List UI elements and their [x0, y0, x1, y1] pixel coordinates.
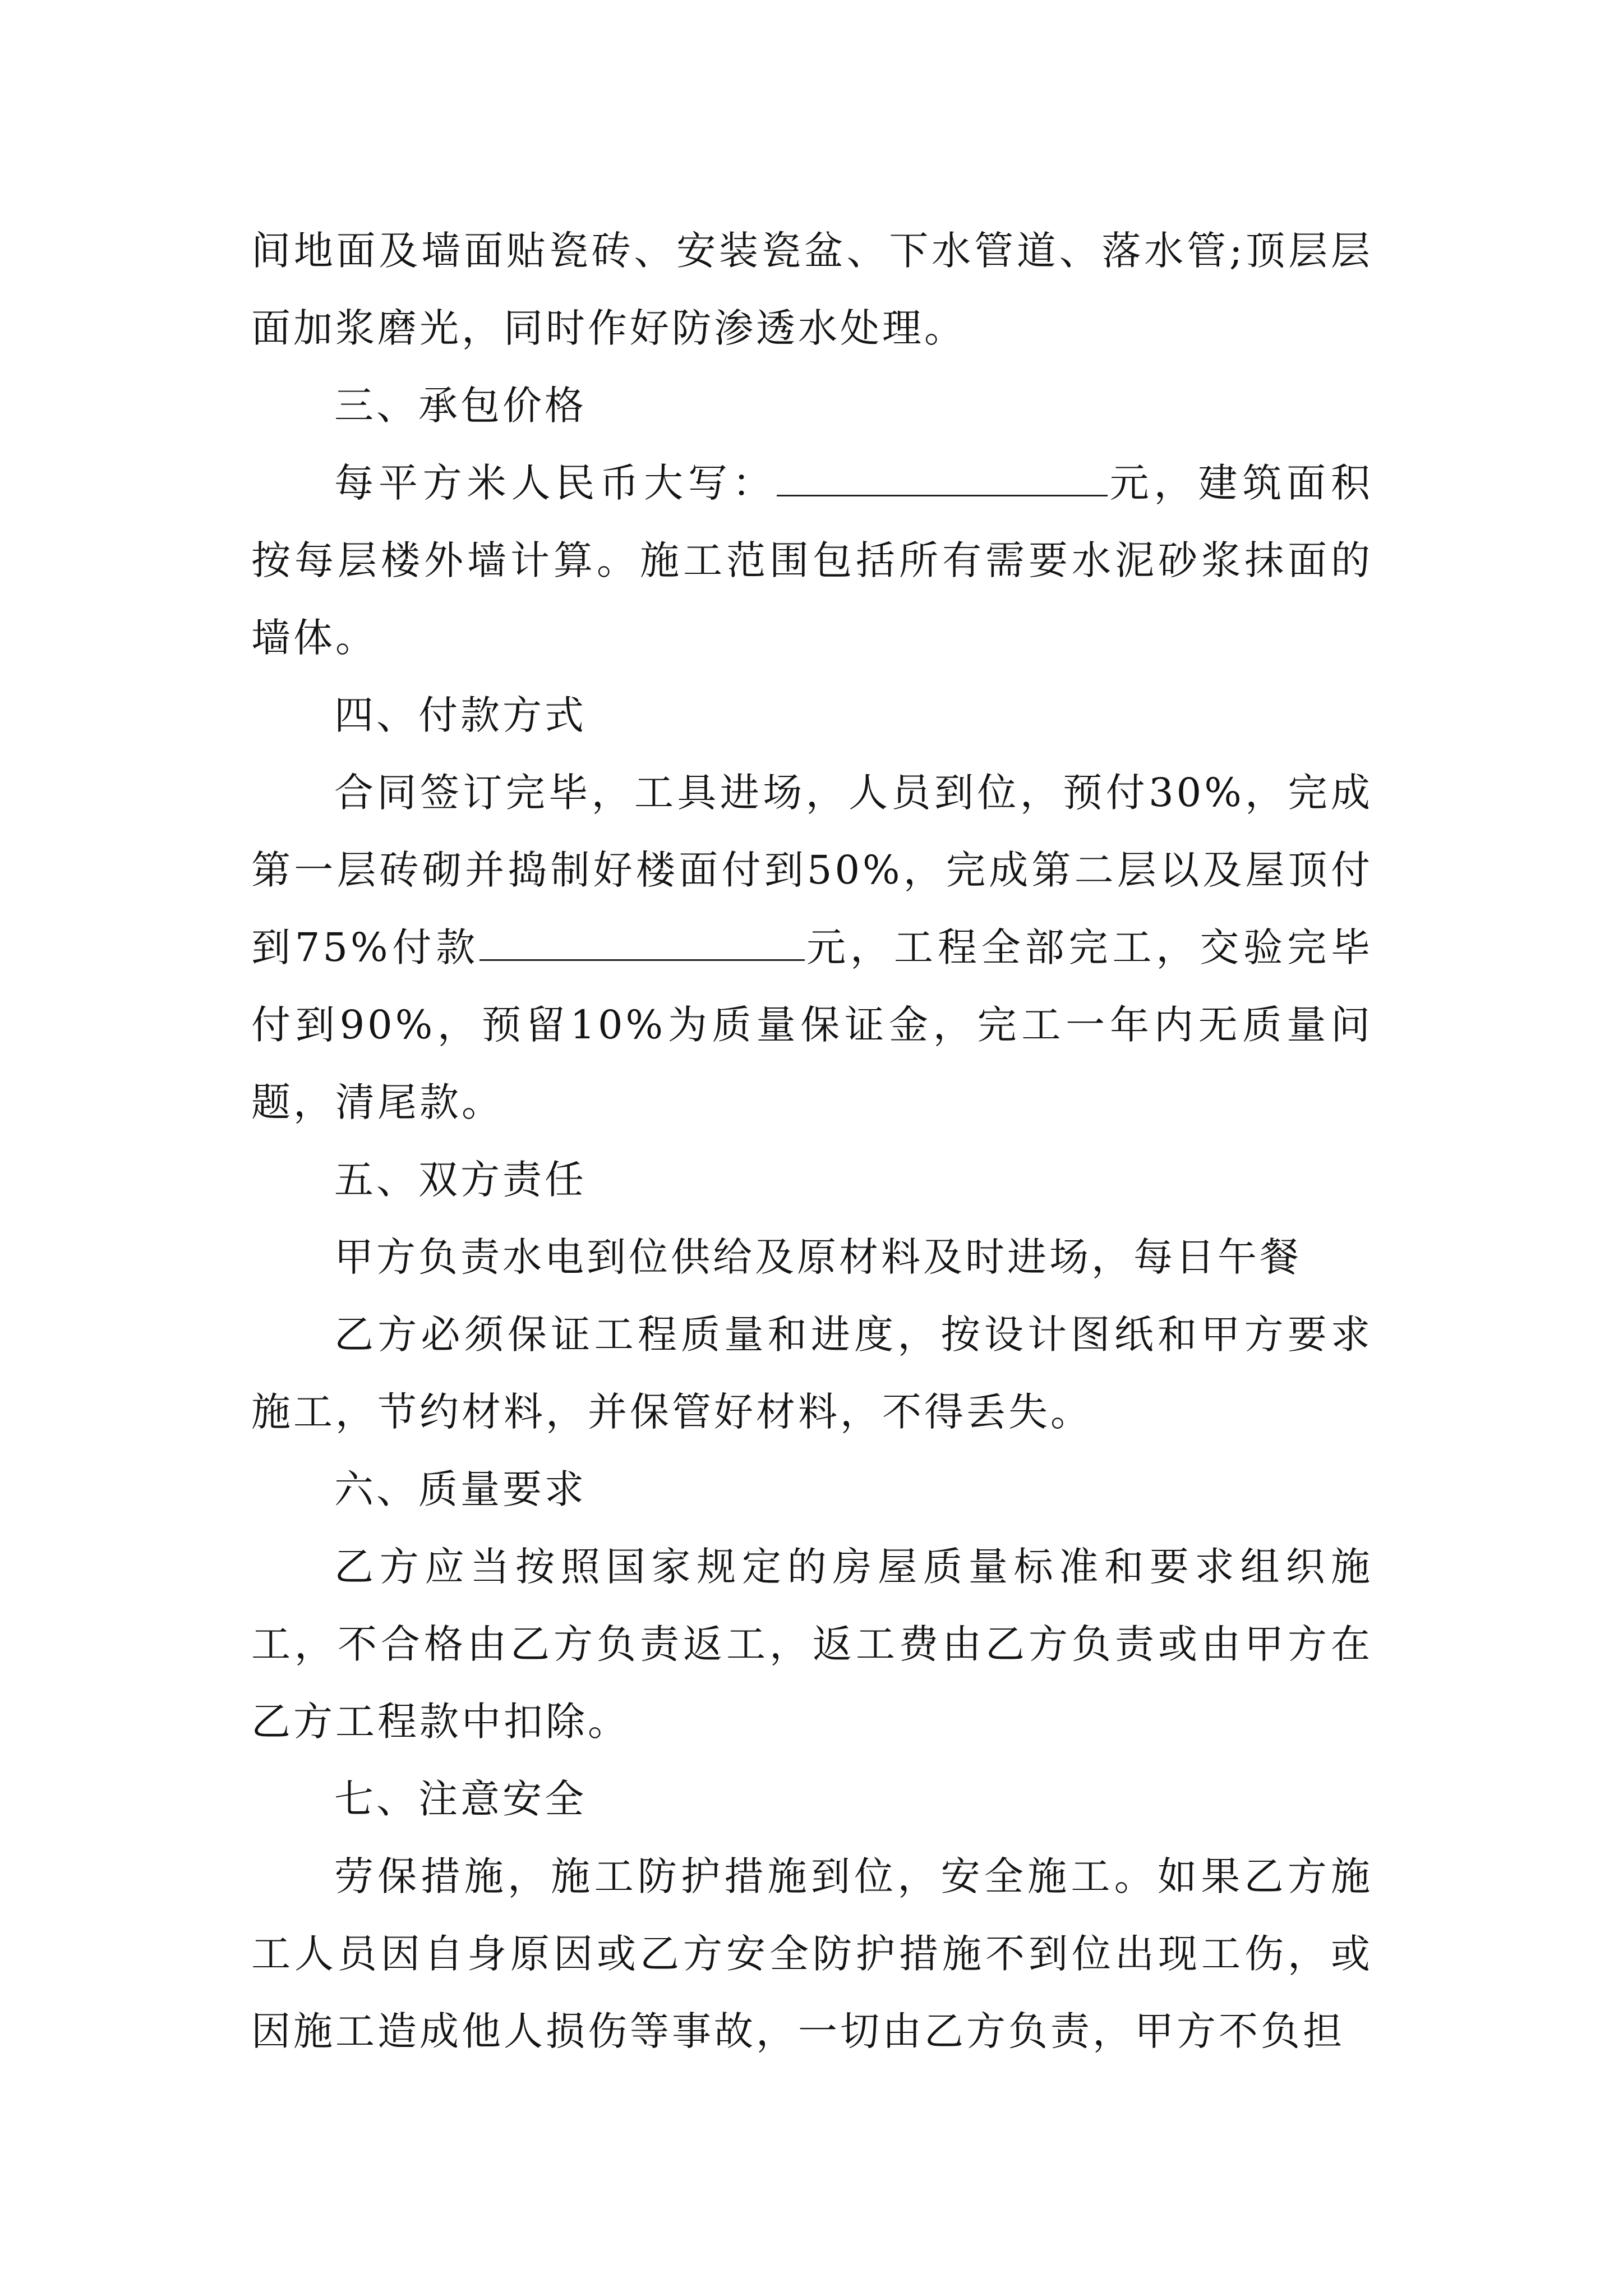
paragraph-party-b: 乙方必须保证工程质量和进度，按设计图纸和甲方要求施工，节约材料，并保管好材料，不得丢失。	[251, 1312, 1373, 1435]
paragraph-safety: 劳保措施，施工防护措施到位，安全施工。如果乙方施工人员因自身原因或乙方安全防护措施不到位出现工伤，或因施工造成他人损伤等事故，一切由乙方负责，甲方不负担	[251, 1853, 1373, 2054]
paragraph-payment	[251, 754, 1373, 1141]
payment-blank-field	[479, 924, 805, 961]
payment-text-2: 元，工程全部完工，交验完毕付到90%，预留10%为质量保证金，完工一年内无质量问题，清尾款。	[251, 924, 1373, 1125]
document-body	[251, 212, 1373, 2070]
price-text: 元，建筑面积按每层楼外墙计算。施工范围包括所有需要水泥砂浆抹面的墙体。	[251, 460, 1373, 661]
paragraph-price	[251, 444, 1373, 677]
section-heading-quality: 六、质量要求	[334, 1466, 587, 1512]
section-heading-price: 三、承包价格	[334, 383, 587, 429]
price-blank-field	[777, 460, 1108, 496]
price-label: 每平方米人民币大写：	[334, 460, 777, 506]
paragraph-tiling-continuation: 间地面及墙面贴瓷砖、安装瓷盆、下水管道、落水管;顶层层面加浆磨光，同时作好防渗透水处理。	[251, 228, 1373, 351]
paragraph-quality: 乙方应当按照国家规定的房屋质量标准和要求组织施工，不合格由乙方负责返工，返工费由乙方负责或由甲方在乙方工程款中扣除。	[251, 1544, 1373, 1745]
payment-text-1: 合同签订完毕，工具进场，人员到位，预付30%，完成第一层砖砌并捣制好楼面付到50%，完成第二层以及屋顶付到75%付款	[251, 770, 1373, 970]
section-heading-payment: 四、付款方式	[334, 692, 587, 738]
section-heading-responsibilities: 五、双方责任	[334, 1157, 587, 1203]
paragraph-party-a: 甲方负责水电到位供给及原材料及时进场，每日午餐	[334, 1234, 1302, 1280]
section-heading-safety: 七、注意安全	[334, 1776, 587, 1822]
